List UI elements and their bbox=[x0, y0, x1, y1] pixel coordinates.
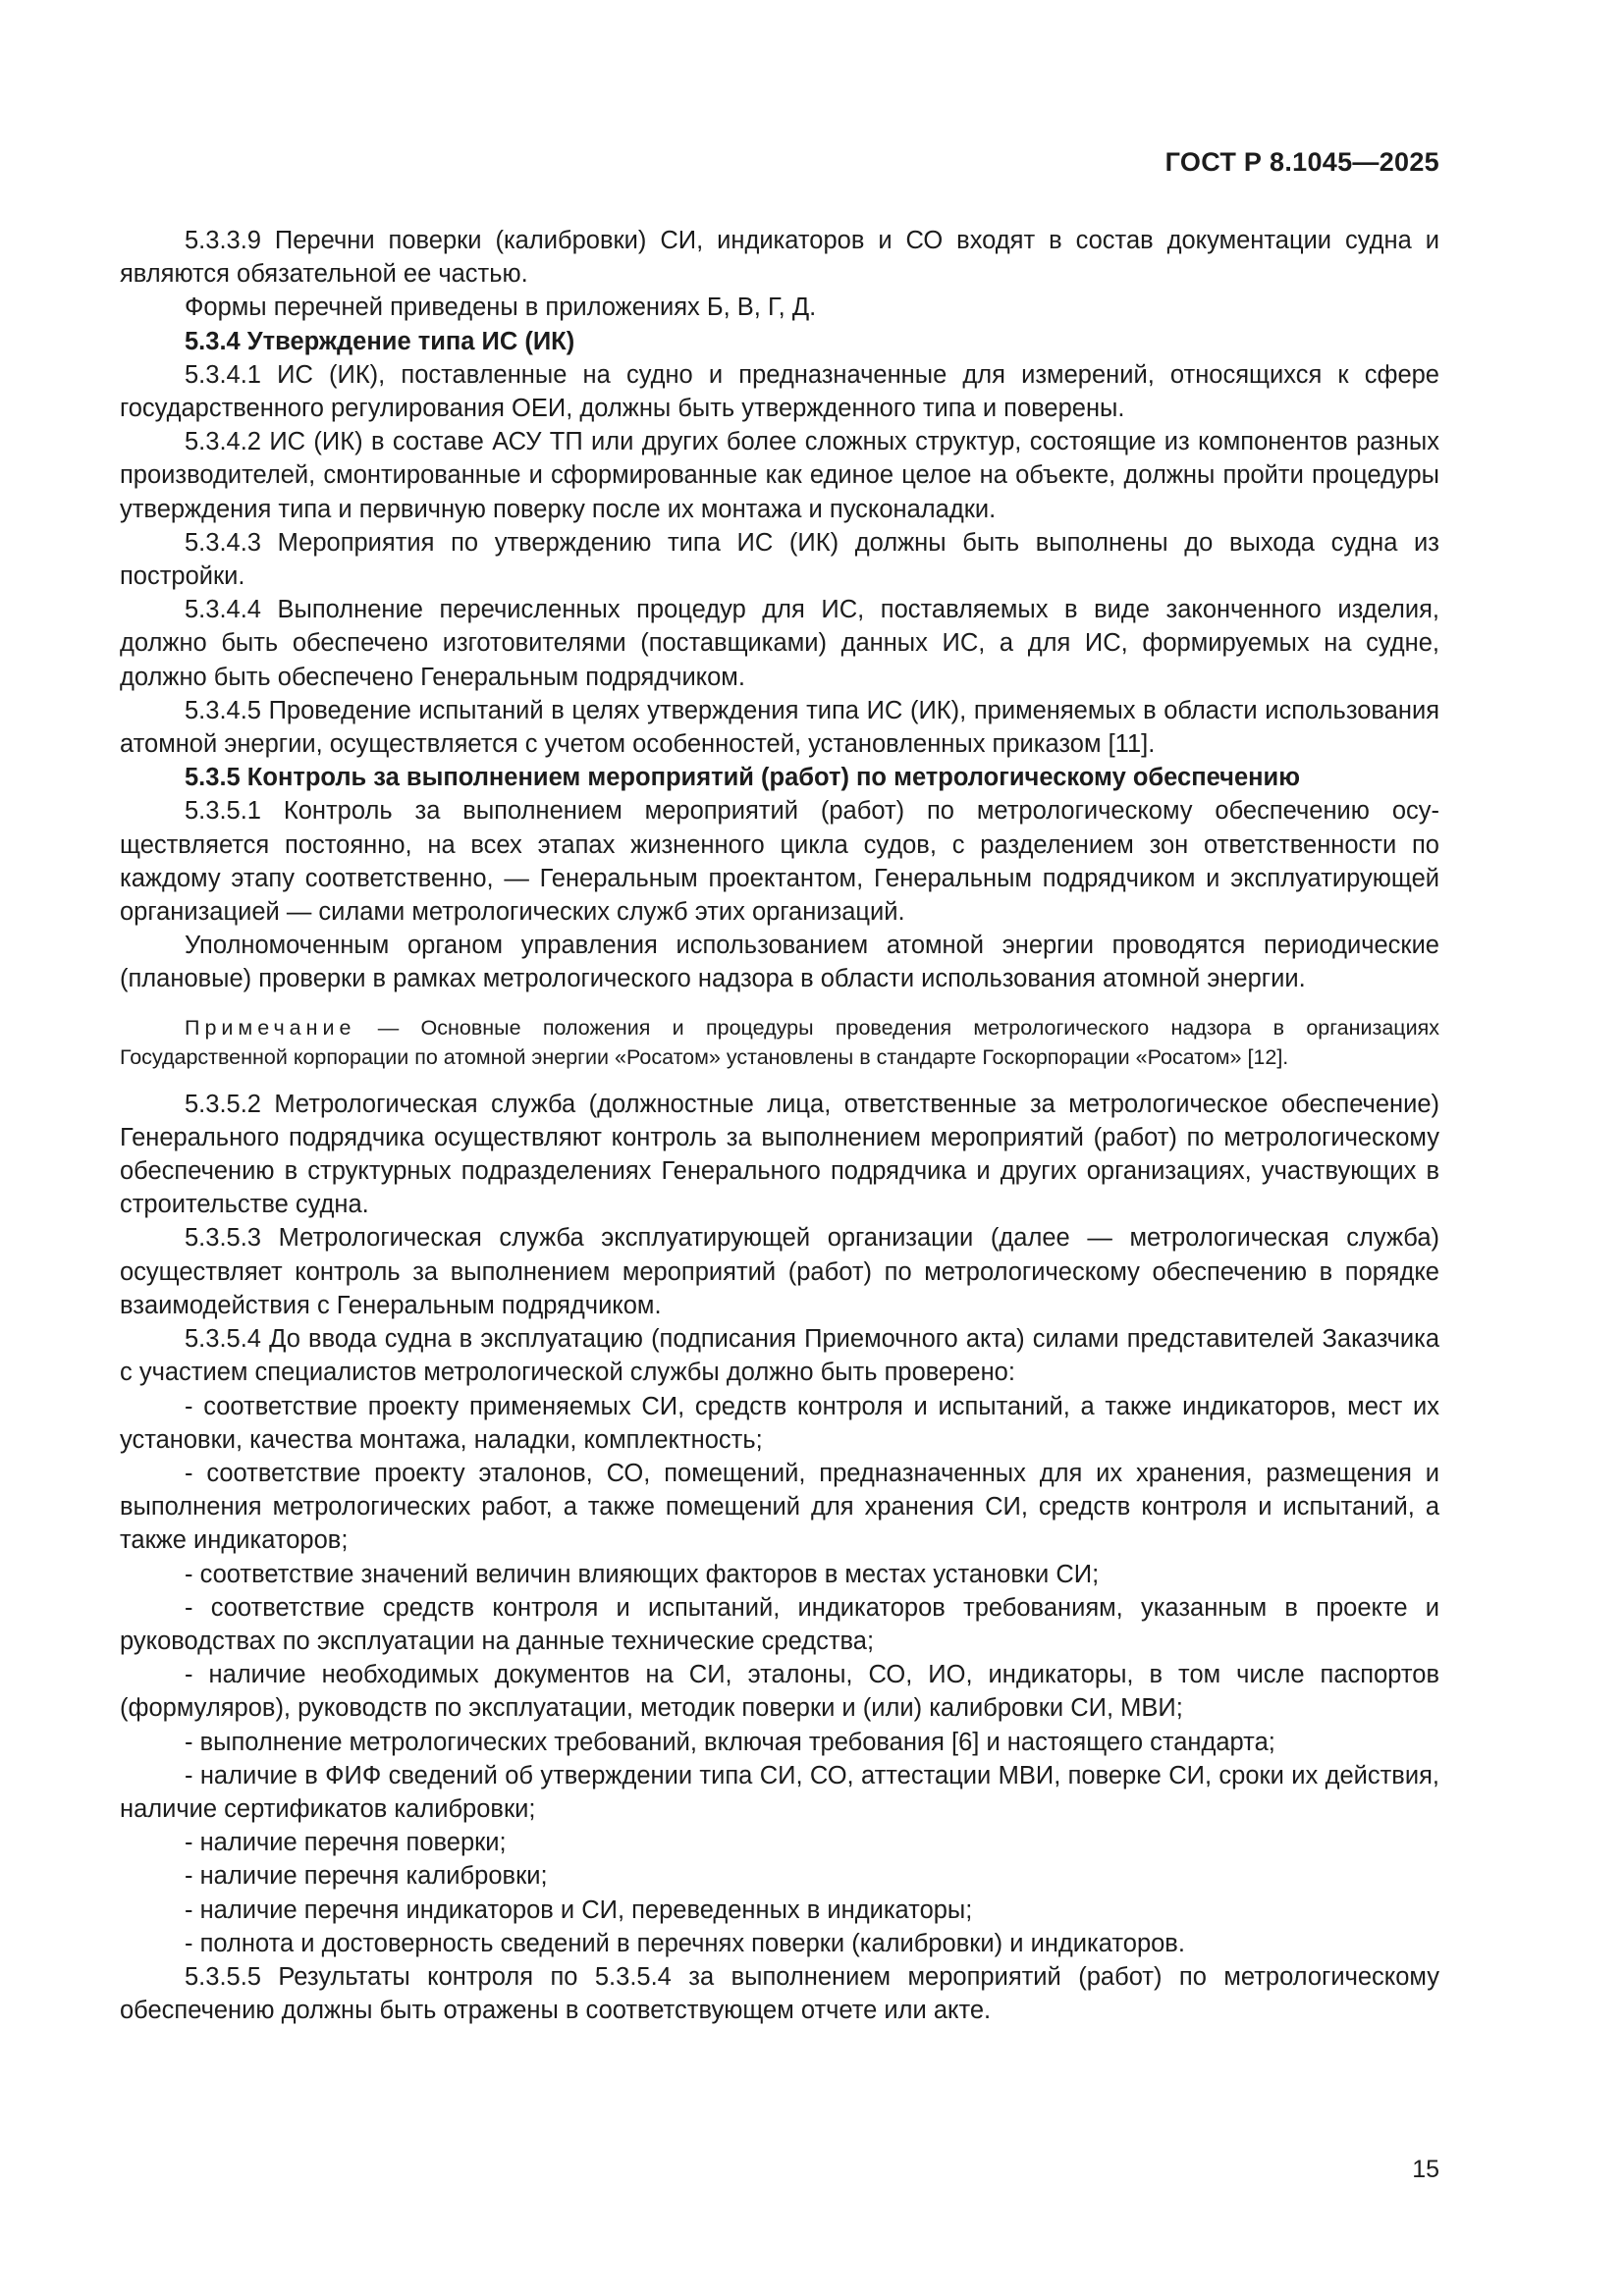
list-item: - наличие перечня поверки; bbox=[185, 1829, 507, 1857]
note-text: — Основные положения и процедуры проведения метрологического надзора в организациях Государственной корпорации по атомной энергии «Росатом» установлены в стандарте Госкорпорации «Росатом» [12]. bbox=[120, 1015, 1439, 1069]
paragraph-5-3-4-4: 5.3.4.4 Выполнение перечисленных процедур для ИС, поставляемых в виде законченного изделия, должно быть обеспечено изготовителями (поставщиками) данных ИС, а для ИС, формируемых на судне, должно быть обеспечено Генеральным подрядчиком. bbox=[120, 596, 1439, 691]
paragraph-5-3-4-3: 5.3.4.3 Мероприятия по утверждению типа ИС (ИК) должны быть выполнены до выхода судна из постройки. bbox=[120, 528, 1439, 591]
section-heading-5-3-4: 5.3.4 Утверждение типа ИС (ИК) bbox=[185, 327, 575, 355]
list-item: - соответствие значений величин влияющих факторов в местах установки СИ; bbox=[185, 1560, 1100, 1588]
section-heading-5-3-5: 5.3.5 Контроль за выполнением мероприятий (работ) по метрологическому обеспечению bbox=[185, 764, 1300, 792]
note-label: Примечание bbox=[185, 1015, 356, 1040]
list-item: - наличие перечня индикаторов и СИ, переведенных в индикаторы; bbox=[185, 1896, 973, 1924]
document-body bbox=[120, 224, 1439, 2027]
checklist bbox=[120, 1390, 1439, 1960]
paragraph-5-3-4-2: 5.3.4.2 ИС (ИК) в составе АСУ ТП или других более сложных структур, состоящие из компонентов разных производителей, смонтированные и сформированные как единое целое на объекте, должны пройти процедуры утверждения типа и первичную поверку после их монтажа и пусконаладки. bbox=[120, 428, 1439, 523]
page-number: 15 bbox=[1412, 2156, 1439, 2183]
list-item: - наличие в ФИФ сведений об утверждении типа СИ, СО, аттестации МВИ, поверке СИ, сроки их действия, наличие сертификатов калибровки; bbox=[120, 1761, 1439, 1823]
document-code-header: ГОСТ Р 8.1045—2025 bbox=[1164, 147, 1439, 177]
paragraph-5-3-5-2: 5.3.5.2 Метрологическая служба (должностные лица, ответственные за метрологическое обеспечение) Генерального подрядчика осуществляют контроль за выполнением мероприятий (работ) по метрологическому обеспечению в структурных подразделениях Генерального подрядчика и других организациях, участвующих в строительстве судна. bbox=[120, 1090, 1439, 1219]
list-item: - соответствие проекту эталонов, СО, помещений, предназначенных для их хранения, размещения и выполнения метрологических работ, а также помещений для хранения СИ, средств контроля и испытаний, а также индикаторов; bbox=[120, 1459, 1439, 1555]
paragraph-5-3-5-4: 5.3.5.4 До ввода судна в эксплуатацию (подписания Приемочного акта) силами представителей Заказчика с участием специалистов метрологической службы должно быть проверено: bbox=[120, 1325, 1439, 1387]
paragraph-5-3-4-5: 5.3.4.5 Проведение испытаний в целях утверждения типа ИС (ИК), применяемых в области использования атомной энергии, осуществляется с учетом особенностей, установленных приказом [11]. bbox=[120, 696, 1439, 759]
list-item: - соответствие проекту применяемых СИ, средств контроля и испытаний, а также индикаторов, мест их установки, качества монтажа, наладки, комплектность; bbox=[120, 1392, 1439, 1454]
list-item: - наличие необходимых документов на СИ, эталоны, СО, ИО, индикаторы, в том числе паспортов (формуляров), руководств по эксплуатации, методик поверки и (или) калибровки СИ, МВИ; bbox=[120, 1661, 1439, 1723]
note bbox=[120, 1013, 1439, 1072]
paragraph-5-3-5-3: 5.3.5.3 Метрологическая служба эксплуатирующей организации (далее — метрологическая служба) осуществляет контроль за выполнением мероприятий (работ) по метрологическому обеспечению в порядке взаимодействия с Генеральным подрядчиком. bbox=[120, 1224, 1439, 1319]
paragraph-5-3-5-5: 5.3.5.5 Результаты контроля по 5.3.5.4 за выполнением мероприятий (работ) по метрологическому обеспечению должны быть отражены в соответствующем отчете или акте. bbox=[120, 1962, 1439, 2025]
list-item: - соответствие средств контроля и испытаний, индикаторов требованиям, указанным в проекте и руководствах по эксплуатации на данные технические средства; bbox=[120, 1593, 1439, 1655]
paragraph-forms-reference: Формы перечней приведены в приложениях Б, В, Г, Д. bbox=[185, 294, 817, 322]
list-item: - выполнение метрологических требований, включая требования [6] и настоящего стандарта; bbox=[185, 1728, 1275, 1756]
paragraph-5-3-5-1: 5.3.5.1 Контроль за выполнением мероприятий (работ) по метрологическому обеспечению осуществляется постоянно, на всех этапах жизненного цикла судов, с разделением зон ответственности по каждому этапу соответственно, — Генеральным проектантом, Генеральным подрядчиком и эксплуатирующей организацией — силами метрологических служб этих организаций. bbox=[120, 797, 1439, 927]
list-item: - полнота и достоверность сведений в перечнях поверки (калибровки) и индикаторов. bbox=[185, 1929, 1185, 1957]
list-item: - наличие перечня калибровки; bbox=[185, 1862, 548, 1891]
paragraph-5-3-4-1: 5.3.4.1 ИС (ИК), поставленные на судно и предназначенные для измерений, относящихся к сфере государственного регулирования ОЕИ, должны быть утвержденного типа и поверены. bbox=[120, 360, 1439, 423]
paragraph-5-3-3-9: 5.3.3.9 Перечни поверки (калибровки) СИ, индикаторов и СО входят в состав документации судна и являются обязательной ее частью. bbox=[120, 227, 1439, 289]
paragraph-atomic-energy-authority: Уполномоченным органом управления использованием атомной энергии проводятся периодические (плановые) проверки в рамках метрологического надзора в области использования атомной энергии. bbox=[120, 932, 1439, 993]
